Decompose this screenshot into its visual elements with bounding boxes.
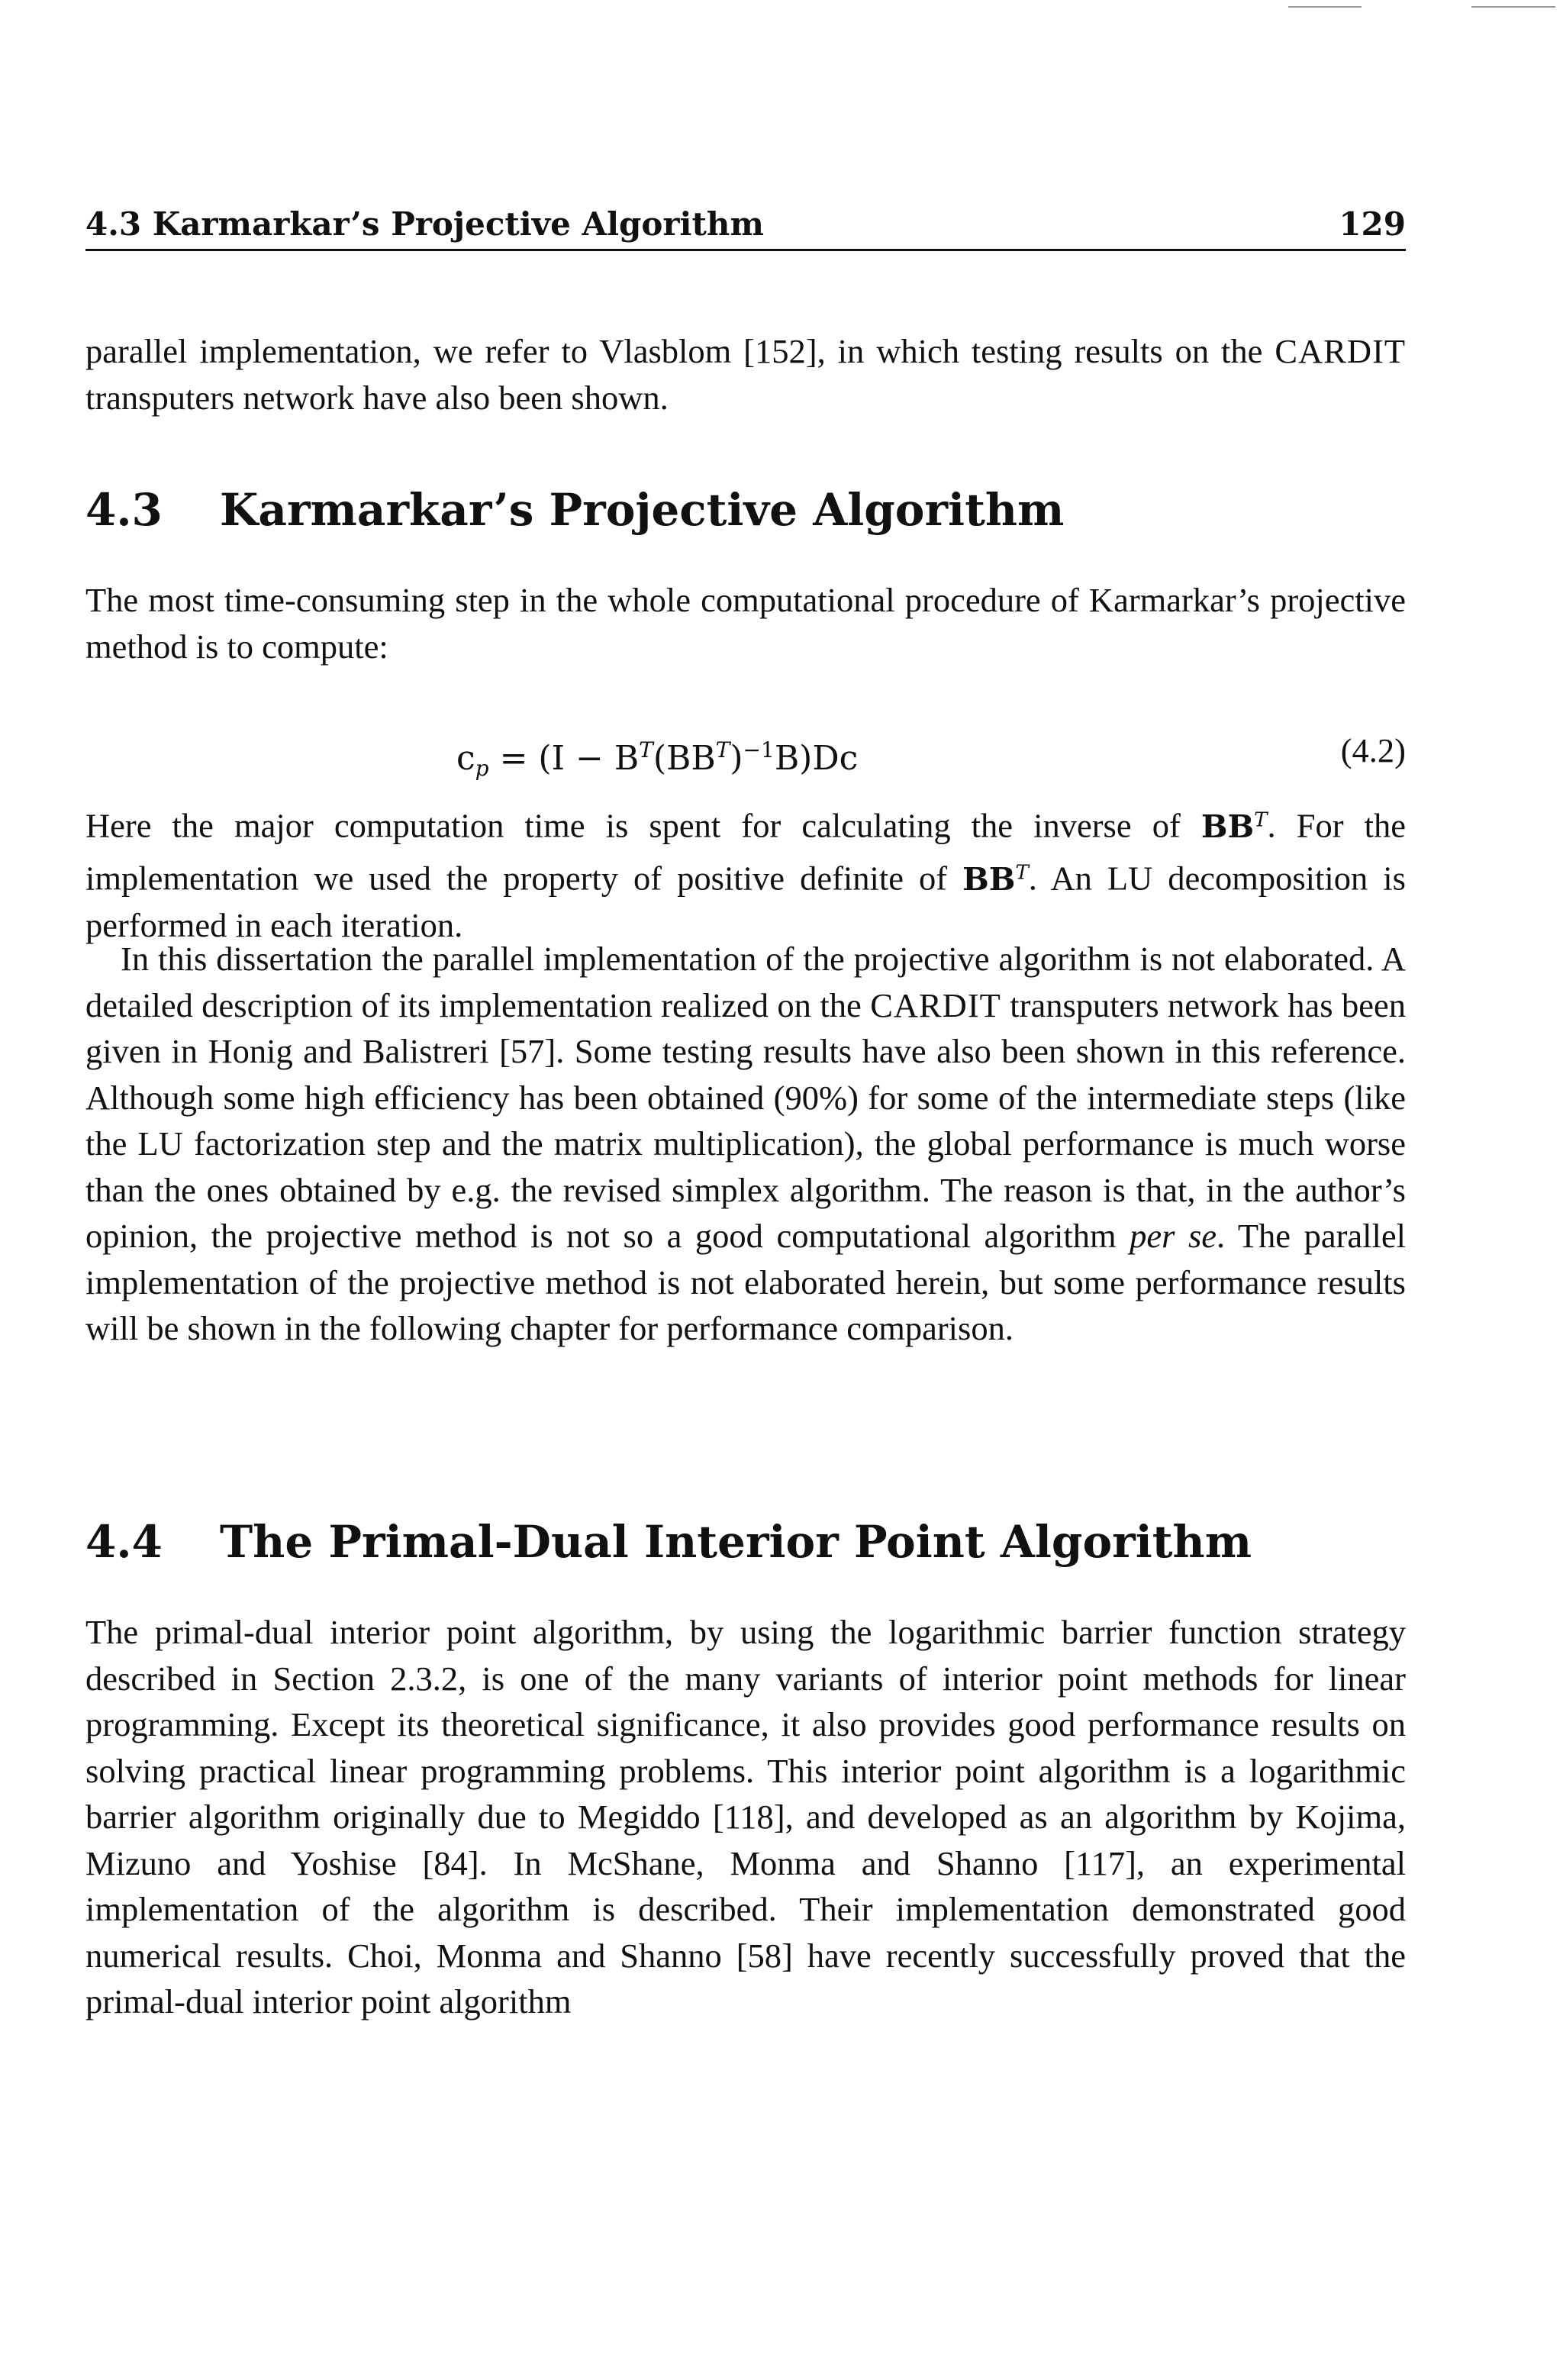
paragraph-4-4-intro: The primal-dual interior point algorithm, by using the logarithmic barrier function strategy described in Section 2.3.2, is one of the many variants of interior point methods for linear programming. Except its theoretical significance, it also provides good performance results on solving practical linear programming problems. This interior point algorithm is a logarithmic barrier algorithm originally due to Megiddo [118], and developed as an algorithm by Kojima, Mizuno and Yoshise [84]. In McShane, Monma and Shanno [117], an experimental implementation of the algorithm is described. Their implementation demonstrated good numerical results. Choi, Monma and Shanno [58] have recently successfully proved that the primal-dual interior point algorithm [85,1613,1406,2020]
paragraph-4-3-computation [85,797,1406,949]
section-number: 4.3 [85,484,163,536]
eq-sup-transpose-1: T [639,737,653,763]
equation-4-2 [85,724,1406,781]
section-number: 4.4 [85,1516,163,1568]
eq-part-a: = (I − B [488,739,640,778]
section-title: The Primal-Dual Interior Point Algorithm [220,1516,1252,1568]
math-transpose: T [1015,861,1029,885]
section-title: Karmarkar’s Projective Algorithm [220,484,1065,536]
cardit-name: CARDIT [1275,332,1406,370]
intro-text-2: transputers network have also been shown. [85,378,669,417]
math-bb: BB [962,860,1016,898]
eq-lhs-subscript: p [475,756,489,781]
p2-text-2: . For the implementation we used the property of positive definite of [85,806,1406,898]
p3-text-2: transputers network has been given in Honig and Balistreri [57]. Some testing results have also been shown in this reference. Although some high efficiency has been obtained (90%) for some of the intermediate steps (like the LU factorization step and the matrix multiplication), the global performance is much worse than the ones obtained by e.g. the revised simplex algorithm. The reason is that, in the author’s opinion, the projective method is not so a good computational algorithm [85,985,1406,1255]
p3-text-1: In this dissertation the parallel implementation of the projective algorithm is not elaborated. A detailed description of its implementation realized on the [85,940,1406,1024]
page-number: 129 [1339,205,1406,243]
eq-part-c: ) [730,739,743,778]
math-bb: BB [1200,808,1255,845]
per-se-italic: per se [1130,1217,1217,1255]
cardit-name: CARDIT [870,985,1001,1024]
section-heading-4-4 [85,1513,1406,1571]
paragraph-4-3-dissertation [85,936,1406,1352]
equation-number: (4.2) [1340,731,1406,769]
intro-paragraph [85,328,1406,421]
p2-text-3: . An LU decomposition is performed in each iteration. [85,859,1406,945]
paragraph-4-3-intro: The most time-consuming step in the whole computational procedure of Karmarkar’s projective method is to compute: [85,581,1406,666]
eq-part-d: B)Dc [774,739,859,778]
p3-text-3: . The parallel implementation of the projective method is not elaborated herein, but some performance results will be shown in the following chapter for performance comparison. [85,1217,1407,1347]
eq-sup-inverse: −1 [743,737,775,763]
running-head [85,200,1406,251]
section-heading-4-3 [85,481,1406,539]
math-bb-transpose [962,861,1029,898]
scan-artifact-line [1288,6,1362,8]
eq-part-b: (BB [653,739,716,778]
math-bb-transpose [1201,808,1268,845]
equation-body [456,724,858,795]
math-transpose: T [1254,808,1268,831]
running-head-title: 4.3 Karmarkar’s Projective Algorithm [85,205,764,243]
eq-lhs: c [456,739,475,778]
intro-text-1: parallel implementation, we refer to Vlasblom [152], in which testing results on the [85,332,1275,370]
eq-sup-transpose-2: T [715,737,730,763]
scan-artifact-line [1471,6,1555,8]
p2-text-1: Here the major computation time is spent for calculating the inverse of [85,806,1201,845]
